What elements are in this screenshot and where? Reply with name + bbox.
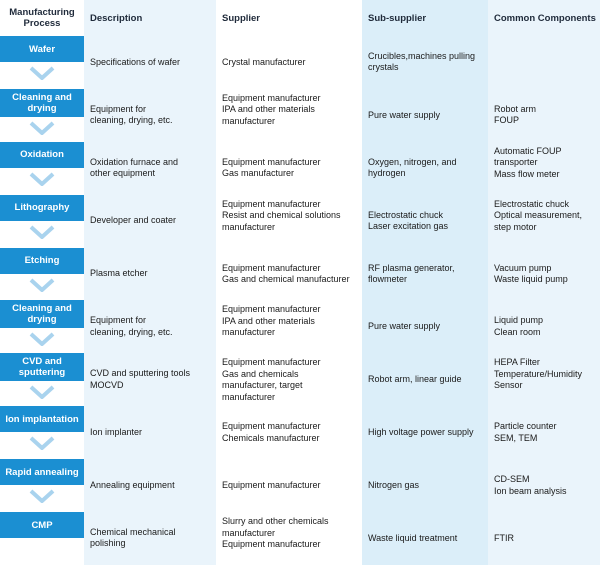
chevron-down-icon — [29, 172, 55, 186]
subsupplier-cell: Oxygen, nitrogen, and hydrogen — [368, 156, 457, 179]
process-step-label: Lithography — [0, 195, 84, 221]
process-step-label: Cleaning and drying — [0, 89, 84, 117]
subsupplier-cell: Nitrogen gas — [368, 479, 420, 490]
subsupplier-cell: RF plasma generator, flowmeter — [368, 262, 455, 284]
supplier-cell: Equipment manufacturer IPA and other materials manufacturer — [222, 92, 321, 126]
process-step-label: CVD and sputtering — [0, 353, 84, 381]
process-step — [0, 195, 84, 248]
components-cell: Liquid pump Clean room — [494, 315, 544, 337]
process-step — [0, 36, 84, 89]
components-cell: Vacuum pump Waste liquid pump — [494, 262, 568, 284]
description-cell: Specifications of wafer — [90, 56, 181, 67]
components-cell: Particle counter SEM, TEM — [494, 421, 557, 443]
supplier-cell: Equipment manufacturer IPA and other materials manufacturer — [222, 304, 321, 338]
components-cell: FTIR — [494, 532, 514, 543]
process-step — [0, 248, 84, 301]
components-cell: HEPA Filter Temperature/Humidity Sensor — [494, 357, 583, 391]
description-cell: Plasma etcher — [90, 268, 148, 279]
process-step — [0, 512, 84, 565]
supplier-cell: Equipment manufacturer Gas and chemical manufacturer — [222, 262, 350, 284]
supplier-cell: Slurry and other chemicals manufacturer Equipment manufacturer — [222, 516, 329, 550]
supplier-cell: Equipment manufacturer — [222, 479, 321, 490]
process-step — [0, 142, 84, 195]
supplier-cell: Equipment manufacturer Resist and chemical solutions manufacturer — [222, 198, 341, 232]
supplier-cell: Equipment manufacturer Gas and chemicals manufacturer, target manufacturer — [222, 357, 321, 402]
process-step — [0, 300, 84, 353]
process-step-label: Etching — [0, 248, 84, 274]
description-cell: Chemical mechanical polishing — [90, 526, 176, 549]
components-cell: Automatic FOUP transporter Mass flow meter — [494, 145, 562, 179]
header-subsupplier: Sub-supplier — [368, 12, 427, 24]
header-description: Description — [90, 12, 143, 24]
process-step — [0, 89, 84, 142]
chevron-down-icon — [29, 225, 55, 239]
description-cell: Equipment for cleaning, drying, etc. — [90, 103, 173, 126]
subsupplier-cell: Robot arm, linear guide — [368, 374, 462, 385]
supplier-cell: Equipment manufacturer Chemicals manufacturer — [222, 421, 321, 443]
chevron-down-icon — [29, 278, 55, 292]
description-cell: Developer and coater — [90, 215, 177, 226]
subsupplier-cell: Pure water supply — [368, 321, 441, 332]
components-cell — [488, 36, 600, 89]
process-step-label: Ion implantation — [0, 406, 84, 432]
header-components: Common Components — [494, 12, 596, 24]
process-step-label: Rapid annealing — [0, 459, 84, 485]
process-step — [0, 353, 84, 406]
process-step — [0, 406, 84, 459]
subsupplier-cell: Pure water supply — [368, 109, 441, 120]
process-step — [0, 459, 84, 512]
header-process: Manufacturing Process — [9, 7, 75, 29]
description-cell: Ion implanter — [90, 426, 143, 437]
process-step-label: Cleaning and drying — [0, 300, 84, 328]
chevron-down-icon — [29, 66, 55, 80]
process-step-label: Oxidation — [0, 142, 84, 168]
chevron-down-icon — [29, 489, 55, 503]
supplier-cell: Crystal manufacturer — [222, 56, 306, 67]
components-cell: Electrostatic chuck Optical measurement, step motor — [494, 198, 583, 232]
description-cell: Annealing equipment — [90, 479, 175, 490]
chevron-down-icon — [29, 436, 55, 450]
chevron-down-icon — [29, 121, 55, 135]
subsupplier-cell: Crucibles,machines pulling crystals — [368, 50, 476, 73]
subsupplier-cell: Electrostatic chuck Laser excitation gas — [368, 209, 449, 232]
description-cell: CVD and sputtering tools MOCVD — [90, 368, 191, 390]
chevron-down-icon — [29, 332, 55, 346]
supplier-cell: Equipment manufacturer Gas manufacturer — [222, 156, 321, 179]
process-step-label: CMP — [0, 512, 84, 538]
description-cell: Equipment for cleaning, drying, etc. — [90, 315, 173, 337]
chevron-down-icon — [29, 385, 55, 399]
subsupplier-cell: High voltage power supply — [368, 426, 474, 437]
subsupplier-cell: Waste liquid treatment — [368, 532, 458, 543]
description-cell: Oxidation furnace and other equipment — [90, 156, 179, 179]
components-cell: Robot arm FOUP — [494, 103, 537, 126]
header-supplier: Supplier — [222, 12, 261, 24]
components-cell: CD-SEM Ion beam analysis — [494, 474, 567, 496]
process-step-label: Wafer — [0, 36, 84, 62]
